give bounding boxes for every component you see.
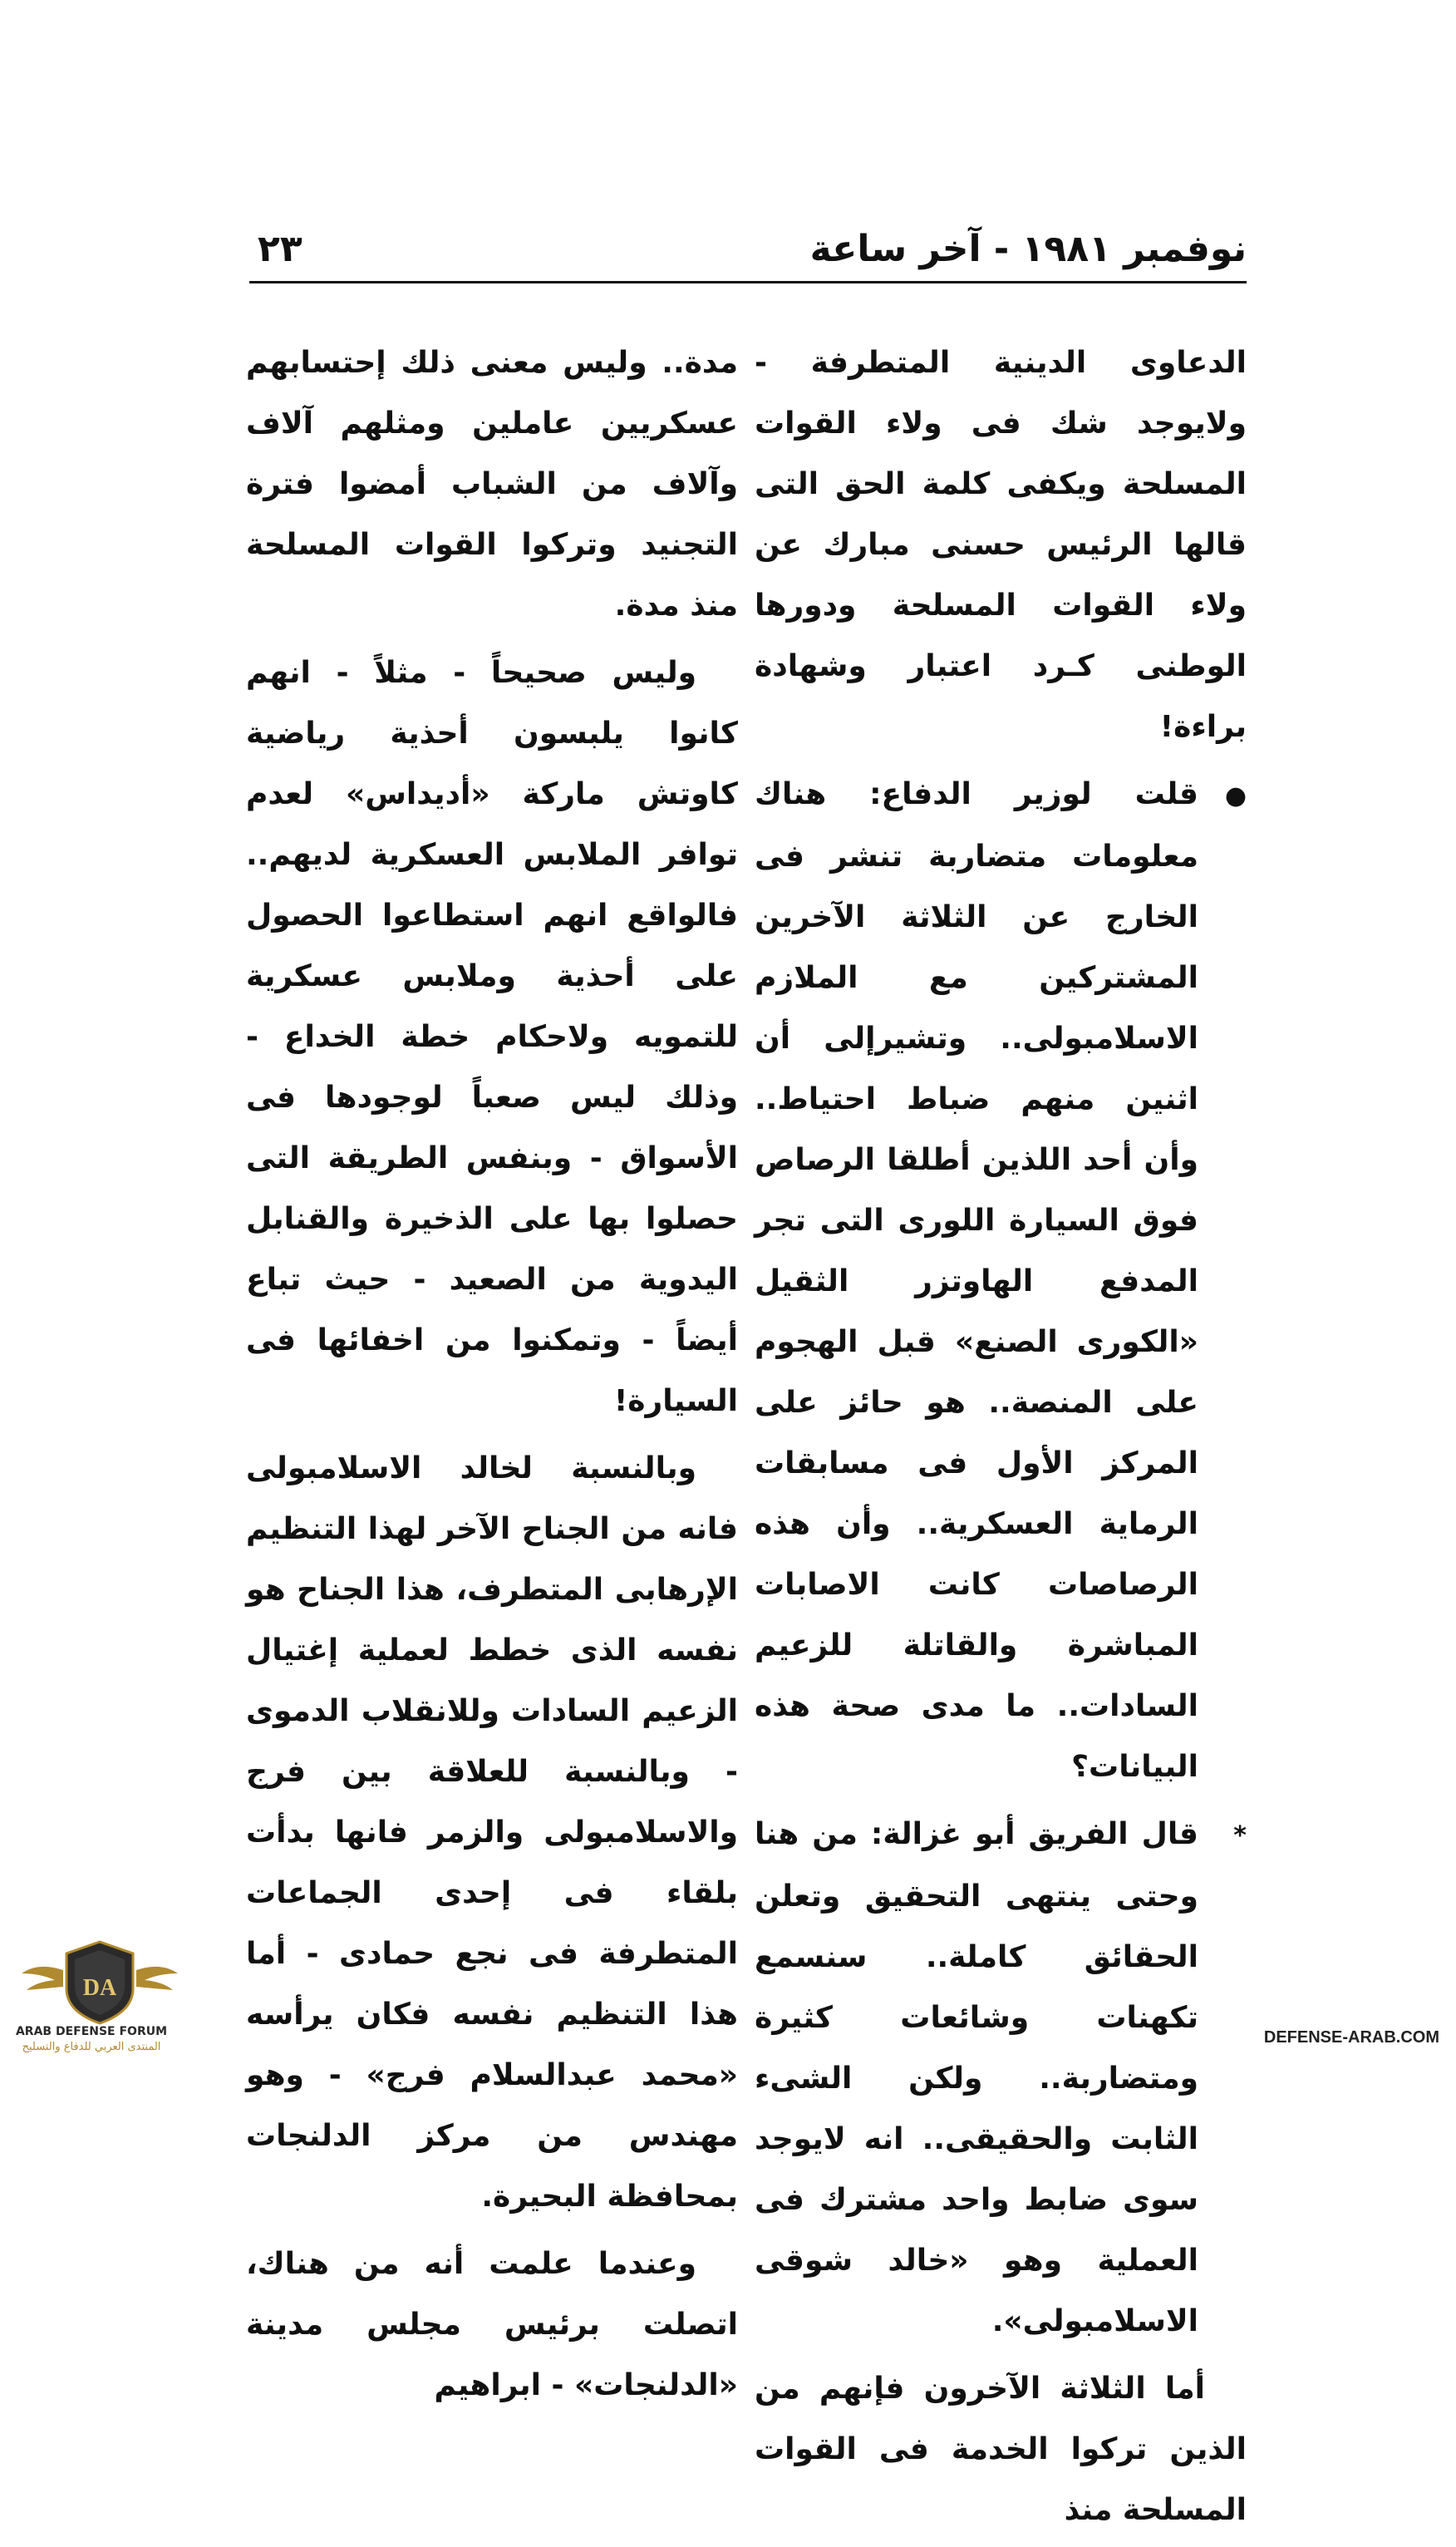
left-paragraph-4: وعندما علمت أنه من هناك، اتصلت برئيس مجلس مدينة «الدلنجات» - ابراهيم xyxy=(246,2247,738,2402)
running-title: نوفمبر ١٩٨١ - آخر ساعة xyxy=(809,228,1247,270)
left-column xyxy=(246,333,738,2422)
logo-letters: DA xyxy=(82,1975,117,2001)
right-paragraph-4: أما الثلاثة الآخرون فإنهم من الذين تركوا الخدمة فى القوات المسلحة منذ xyxy=(755,2372,1247,2527)
right-paragraph-1: الدعاوى الدينية المتطرفة - ولايوجد شك فى ولاء القوات المسلحة ويكفى كلمة الحق التى قالها الرئيس حسنى مبارك عن ولاء القوات المسلحة ودورها الوطنى كـرد اعتبار وشهادة براءة! xyxy=(755,346,1247,744)
left-paragraph-1: مدة.. وليس معنى ذلك إحتسابهم عسكريين عاملين ومثلهم آلاف وآلاف من الشباب أمضوا فترة التجنيد وتركوا القوات المسلحة منذ مدة. xyxy=(246,346,738,623)
right-paragraph-3-text: قال الفريق أبو غزالة: من هنا وحتى ينتهى التحقيق وتعلن الحقائق كاملة.. سنسمع تكهنات وشائعات كثيرة ومتضاربة.. ولكن الشىء الثابت والحقيقى.. انه لايوجد سوى ضابط واحد مشترك فى العملية وهو «خالد شوقى الاسلامبولى». xyxy=(755,1817,1198,2338)
site-url: DEFENSE-ARAB.COM xyxy=(1263,2028,1439,2047)
arab-defense-forum-logo-icon xyxy=(17,1937,183,2057)
logo-name: ARAB DEFENSE FORUM xyxy=(15,2025,168,2038)
page-header xyxy=(249,223,1247,283)
logo-name-arabic: المنتدى العربي للدفاع والتسليح xyxy=(22,2041,161,2053)
asterisk-icon: * xyxy=(1233,1821,1247,1850)
bullet-icon: ● xyxy=(1224,781,1247,810)
right-paragraph-2 xyxy=(755,764,1247,1797)
right-paragraph-2-text: قلت لوزير الدفاع: هناك معلومات متضاربة تنشر فى الخارج عن الثلاثة الآخرين المشتركين مع الملازم الاسلامبولى.. وتشيرإلى أن اثنين منهم ضباط احتياط.. وأن أحد اللذين أطلقا الرصاص فوق السيارة اللورى التى تجر المدفع الهاوتزر الثقيل «الكورى الصنع» قبل الهجوم على المنصة.. هو حائز على المركز الأول فى مسابقات الرماية العسكرية.. وأن هذه الرصاصات كانت الاصابات المباشرة والقاتلة للزعيم السادات.. ما مدى صحة هذه البيانات؟ xyxy=(755,777,1198,1784)
left-paragraph-3: وبالنسبة لخالد الاسلامبولى فانه من الجناح الآخر لهذا التنظيم الإرهابى المتطرف، هذا الجناح هو نفسه الذى خطط لعملية إغتيال الزعيم السادات وللانقلاب الدموى - وبالنسبة للعلاقة بين فرج والاسلامبولى والزمر فانها بدأت بلقاء فى إحدى الجماعات المتطرفة فى نجع حمادى - أما هذا التنظيم نفسه فكان يرأسه «محمد عبدالسلام فرج» - وهو مهندس من مركز الدلنجات بمحافظة البحيرة. xyxy=(246,1451,738,2214)
right-column xyxy=(755,333,1247,2547)
left-paragraph-2: وليس صحيحاً - مثلاً - انهم كانوا يلبسون أحذية رياضية كاوتش ماركة «أديداس» لعدم توافر الملابس العسكرية لديهم.. فالواقع انهم استطاعوا الحصول على أحذية وملابس عسكرية للتمويه ولاحكام خطة الخداع - وذلك ليس صعباً لوجودها فى الأسواق - وبنفس الطريقة التى حصلوا بها على الذخيرة والقنابل اليدوية من الصعيد - حيث تباع أيضاً - وتمكنوا من اخفائها فى السيارة! xyxy=(246,656,738,1418)
page-number: ٢٣ xyxy=(258,228,303,270)
right-paragraph-3 xyxy=(755,1804,1247,2352)
